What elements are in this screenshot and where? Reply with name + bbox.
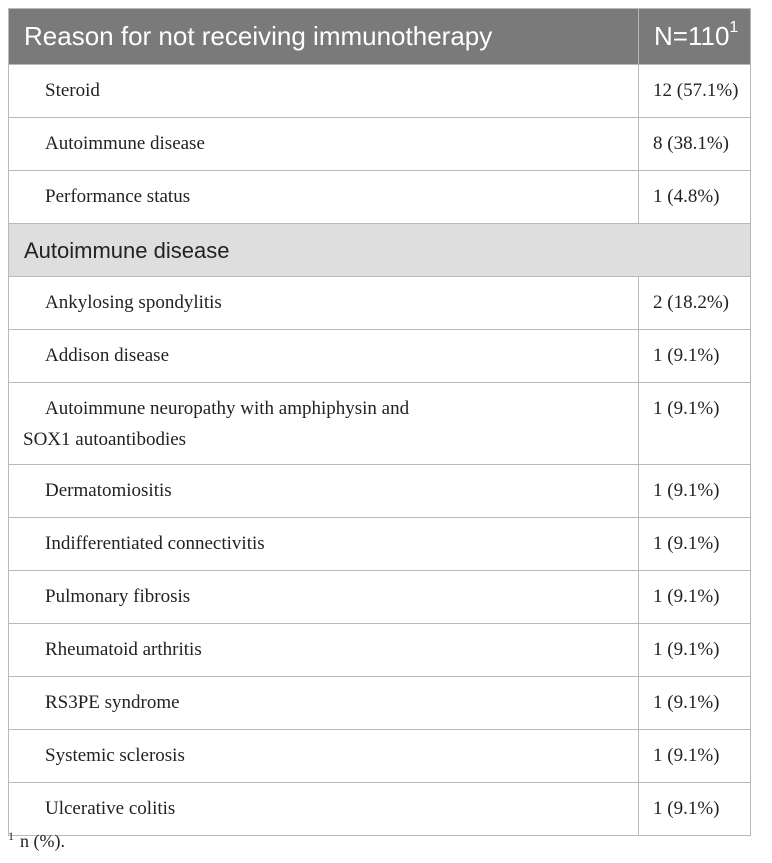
row-label (9, 118, 639, 171)
results-table-container (8, 8, 750, 836)
row-label (9, 730, 639, 783)
row-label-text-line1: Autoimmune neuropathy with amphiphysin and (45, 398, 410, 419)
row-label-text: Rheumatoid arthritis (45, 639, 202, 660)
row-label-text: Performance status (45, 186, 191, 207)
row-label (9, 783, 639, 836)
header-count (639, 9, 751, 65)
row-label-text: Indifferentiated connectivitis (45, 533, 265, 554)
row-value: 1 (9.1%) (639, 383, 751, 465)
table-row (9, 330, 751, 383)
row-label-text: Systemic sclerosis (45, 745, 185, 766)
table-row (9, 730, 751, 783)
row-label (9, 677, 639, 730)
row-value: 8 (38.1%) (639, 118, 751, 171)
row-label-text: RS3PE syndrome (45, 692, 180, 713)
table-row (9, 518, 751, 571)
row-label-text: Steroid (45, 80, 100, 101)
footnote-text: n (%). (20, 831, 65, 851)
table-row (9, 65, 751, 118)
row-label (9, 624, 639, 677)
table-row (9, 465, 751, 518)
row-label-text-line2: SOX1 autoantibodies (23, 429, 187, 450)
row-value: 1 (4.8%) (639, 171, 751, 224)
row-label-text: Ankylosing spondylitis (45, 292, 222, 313)
results-table (8, 8, 751, 836)
table-row (9, 677, 751, 730)
row-label-text: Autoimmune disease (45, 133, 205, 154)
row-label (9, 277, 639, 330)
row-label (9, 65, 639, 118)
table-row (9, 118, 751, 171)
row-label (9, 383, 639, 465)
header-footnote-marker: 1 (729, 19, 739, 36)
section-title: Autoimmune disease (9, 224, 751, 277)
row-label-text: Dermatomiositis (45, 480, 172, 501)
row-label (9, 171, 639, 224)
row-value: 1 (9.1%) (639, 330, 751, 383)
table-row (9, 383, 751, 465)
row-label-text: Ulcerative colitis (45, 798, 176, 819)
row-value: 1 (9.1%) (639, 624, 751, 677)
row-label (9, 518, 639, 571)
table-row (9, 277, 751, 330)
row-value: 1 (9.1%) (639, 571, 751, 624)
row-value: 1 (9.1%) (639, 783, 751, 836)
table-row (9, 171, 751, 224)
row-value: 12 (57.1%) (639, 65, 751, 118)
row-label (9, 330, 639, 383)
row-label-text: Pulmonary fibrosis (45, 586, 191, 607)
table-header-row (9, 9, 751, 65)
table-row (9, 571, 751, 624)
section-header-row (9, 224, 751, 277)
row-label (9, 571, 639, 624)
row-value: 1 (9.1%) (639, 465, 751, 518)
row-value: 1 (9.1%) (639, 518, 751, 571)
row-value: 1 (9.1%) (639, 730, 751, 783)
row-label-text: Addison disease (45, 345, 170, 366)
table-row (9, 624, 751, 677)
row-value: 1 (9.1%) (639, 677, 751, 730)
table-row (9, 783, 751, 836)
header-reason-label: Reason for not receiving immunotherapy (24, 21, 493, 51)
header-count-label: N=110 (654, 21, 730, 51)
footnote-marker: 1 (8, 829, 14, 843)
row-label (9, 465, 639, 518)
table-footnote (8, 831, 65, 852)
header-reason (9, 9, 639, 65)
row-value: 2 (18.2%) (639, 277, 751, 330)
